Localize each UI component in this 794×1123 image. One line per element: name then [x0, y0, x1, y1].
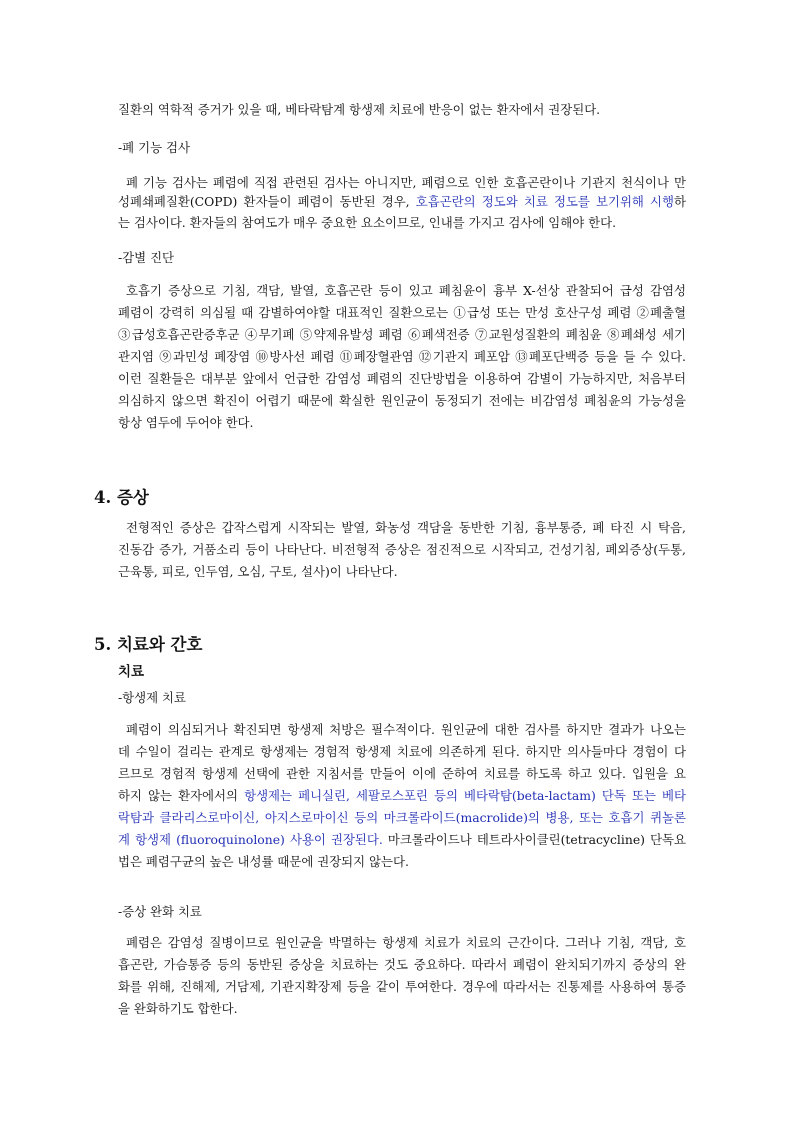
antibiotic-highlight-1: 항생제는 페니실린, 세팔로스포린 등의 베타락탐(beta-lactam) 단독 또는 베타	[244, 788, 686, 803]
symptom-tx-line: 을 완화하기도 합한다.	[118, 1001, 238, 1016]
sec4-line: 근육통, 피로, 인두염, 오심, 구토, 설사)이 나타난다.	[118, 564, 398, 579]
diff-dx-line: ③급성호흡곤란증후군 ④무기폐 ⑤약제유발성 폐렴 ⑥폐색전증 ⑦교원성질환의 폐침윤 ⑧폐쇄성 세기	[118, 327, 686, 342]
diff-dx-line: 호흡기 증상으로 기침, 객담, 발열, 호흡곤란 등이 있고 폐침윤이 흉부 X-선상 관찰되어 급성 감염성	[126, 283, 686, 298]
section-5-heading: 5. 치료와 간호	[94, 635, 203, 654]
antibiotic-line-7: 법은 폐렴구균의 높은 내성률 때문에 권장되지 않는다.	[118, 854, 409, 869]
antibiotic-line-4	[118, 788, 686, 804]
antibiotic-line-6	[118, 832, 686, 848]
antibiotic-line-3: 르므로 경험적 항생제 선택에 관한 지침서를 만들어 이에 준하여 치료를 하도록 하고 있다. 입원을 요	[118, 766, 686, 781]
symptom-tx-heading: -증상 완화 치료	[118, 904, 202, 919]
lung-test-highlight: 호흡곤란의 정도와 치료 정도를 보기위해 시행	[415, 194, 675, 209]
antibiotic-highlight-3: 계 항생제 (fluoroquinolone) 사용이 권장된다.	[118, 832, 383, 847]
symptom-tx-line: 흡곤란, 가슴통증 등의 동반된 증상을 치료하는 것도 중요하다. 따라서 폐렴이 완치되기까지 증상의 완	[118, 957, 686, 972]
intro-line: 질환의 역학적 증거가 있을 때, 베타락탐계 항생제 치료에 반응이 없는 환자에서 권장된다.	[118, 102, 601, 117]
lung-test-line-2	[118, 194, 686, 210]
diff-dx-line: 항상 염두에 두어야 한다.	[118, 415, 254, 430]
antibiotic-line-6b: 마크롤라이드나 테트라사이클린(tetracycline) 단독요	[382, 832, 686, 847]
symptom-tx-line: 화를 위해, 진해제, 거담제, 기관지확장제 등을 같이 투여한다. 경우에 따라서는 진통제를 사용하여 통증	[118, 979, 686, 994]
diff-dx-line: 이런 질환들은 대부분 앞에서 언급한 감염성 폐렴의 진단방법을 이용하여 감별이 가능하지만, 처음부터	[118, 371, 686, 386]
antibiotic-line-4a: 하지 않는 환자에서의	[118, 788, 245, 803]
symptom-tx-line: 폐렴은 감염성 질병이므로 원인균을 박멸하는 항생제 치료가 치료의 근간이다. 그러나 기침, 객담, 호	[126, 935, 686, 950]
sec4-line: 진동감 증가, 거품소리 등이 나타난다. 비전형적 증상은 점진적으로 시작되고, 건성기침, 폐외증상(두통,	[118, 542, 686, 557]
lung-test-line-2a: 성폐쇄폐질환(COPD) 환자들이 폐렴이 동반된 경우,	[118, 194, 416, 209]
antibiotic-line-1: 폐렴이 의심되거나 확진되면 항생제 처방은 필수적이다. 원인균에 대한 검사를 하지만 결과가 나오는	[126, 722, 686, 737]
diff-dx-line: 의심하지 않으면 확진이 어렵기 때문에 확실한 원인균이 동정되기 전에는 비감염성 폐침윤의 가능성을	[118, 393, 686, 408]
lung-test-heading: -폐 기능 검사	[118, 140, 190, 155]
section-4-heading: 4. 증상	[94, 488, 149, 507]
antibiotic-line-2: 데 수일이 걸리는 관계로 항생제는 경험적 항생제 치료에 의존하게 된다. 하지만 의사들마다 경험이 다	[118, 744, 686, 759]
lung-test-line-3: 는 검사이다. 환자들의 참여도가 매우 중요한 요소이므로, 인내를 가지고 검사에 임해야 한다.	[118, 215, 617, 230]
antibiotic-highlight-2: 락탐과 클라리스로마이신, 아지스로마이신 등의 마크롤라이드(macrolide)의 병용, 또는 호흡기 퀴놀론	[118, 810, 686, 825]
sec4-line: 전형적인 증상은 갑작스럽게 시작되는 발열, 화농성 객담을 동반한 기침, 흉부통증, 폐 타진 시 탁음,	[126, 520, 686, 535]
lung-test-line-2c: 하	[674, 194, 686, 209]
lung-test-line-1: 폐 기능 검사는 폐렴에 직접 관련된 검사는 아니지만, 폐렴으로 인한 호흡곤란이나 기관지 천식이나 만	[126, 175, 686, 190]
antibiotic-heading: -항생제 치료	[118, 690, 186, 705]
diff-dx-line: 관지염 ⑨과민성 폐장염 ⑩방사선 폐렴 ⑪폐장혈관염 ⑫기관지 폐포암 ⑬폐포단백증 등을 들 수 있다.	[118, 349, 686, 364]
diff-dx-line: 폐렴이 강력히 의심될 때 감별하여야할 대표적인 질환으로는 ①급성 또는 만성 호산구성 폐렴 ②폐출혈	[118, 305, 686, 320]
diff-dx-heading: -감별 진단	[118, 250, 175, 265]
treatment-subheading: 치료	[118, 664, 145, 680]
